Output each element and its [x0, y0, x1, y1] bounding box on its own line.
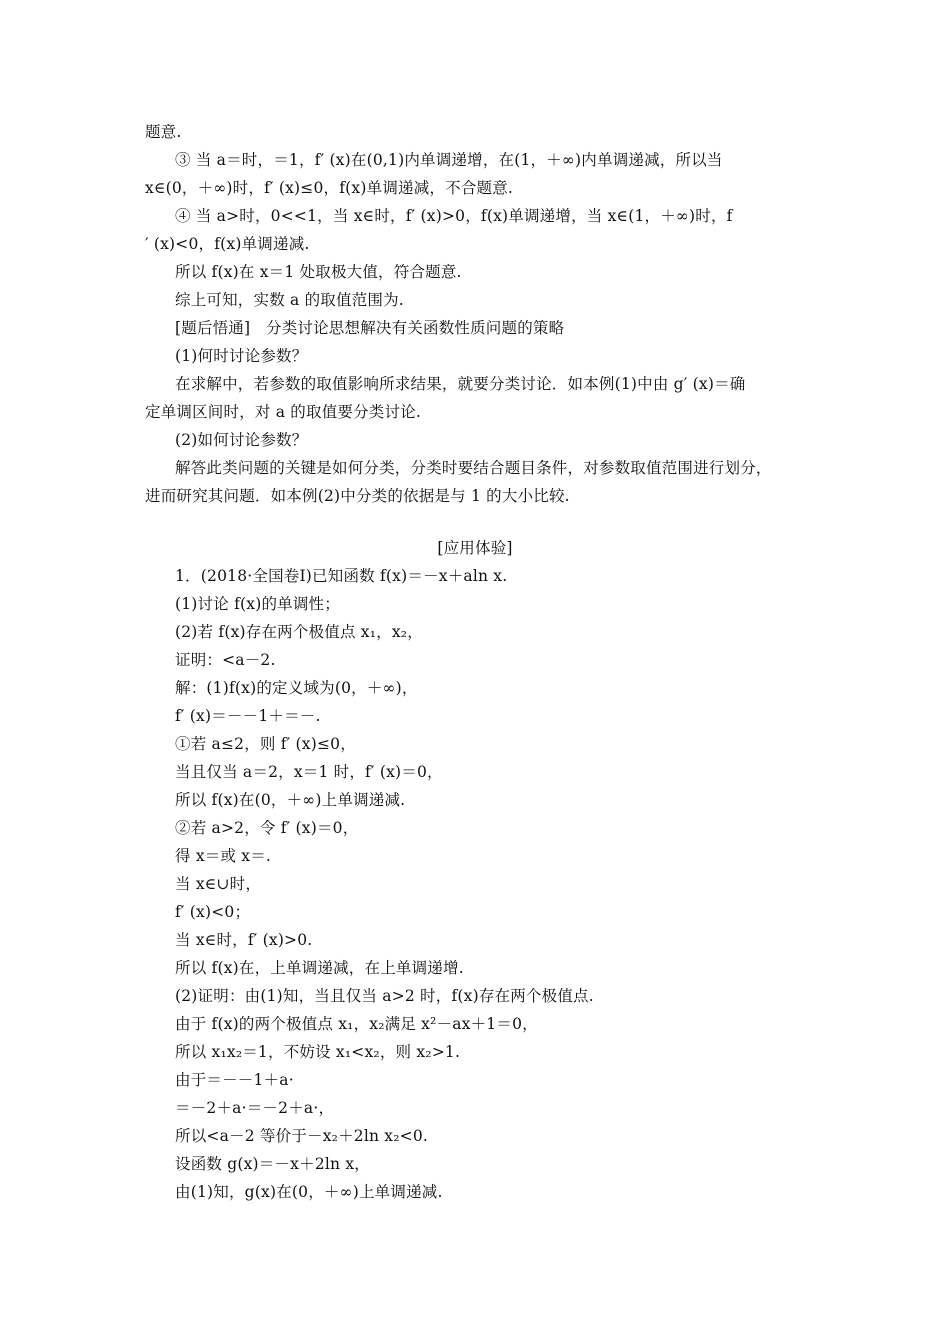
text-line: (2)证明：由(1)知，当且仅当 a>2 时，f(x)存在两个极值点.: [175, 987, 594, 1005]
text-line: 当 x∈∪时，: [175, 875, 262, 893]
text-line: 由于 f(x)的两个极值点 x₁，x₂满足 x²－ax＋1＝0，: [175, 1015, 538, 1033]
section-title: [应用体验]: [437, 539, 513, 557]
text-line: ＝－2＋a·＝－2＋a·，: [175, 1099, 335, 1117]
text-line: 1．(2018·全国卷Ⅰ)已知函数 f(x)＝－x＋aln x.: [175, 567, 508, 585]
text-line: f′ (x)＝－－1＋＝－.: [175, 707, 321, 725]
text-line: 定单调区间时，对 a 的取值要分类讨论.: [145, 403, 422, 421]
text-line: 当且仅当 a＝2，x＝1 时，f′ (x)＝0，: [175, 763, 443, 781]
text-line: ①若 a≤2，则 f′ (x)≤0，: [175, 735, 356, 753]
text-line: 在求解中，若参数的取值影响所求结果，就要分类讨论．如本例(1)中由 g′ (x)＝确: [175, 375, 746, 393]
text-line: 解：(1)f(x)的定义域为(0，＋∞)，: [175, 679, 418, 697]
text-line: 得 x＝或 x＝.: [175, 847, 272, 865]
text-line: (1)讨论 f(x)的单调性；: [175, 595, 340, 613]
text-line: 所以<a－2 等价于－x₂＋2ln x₂<0.: [175, 1127, 429, 1145]
text-line: ′ (x)<0，f(x)单调递减.: [145, 235, 310, 253]
text-line: 题意.: [145, 123, 182, 141]
text-line: f′ (x)<0；: [175, 903, 251, 921]
text-line: 所以 f(x)在 x＝1 处取极大值，符合题意.: [175, 263, 462, 281]
text-line: ③ 当 a＝时，＝1，f′ (x)在(0,1)内单调递增，在(1，＋∞)内单调递减，所以当: [175, 151, 723, 169]
text-line: (2)如何讨论参数？: [175, 431, 308, 449]
text-line: 由于＝－－1＋a·: [175, 1071, 294, 1089]
text-line: 综上可知，实数 a 的取值范围为.: [175, 291, 404, 309]
text-line: x∈(0，＋∞)时，f′ (x)≤0，f(x)单调递减，不合题意.: [145, 179, 514, 197]
text-line: ②若 a>2，令 f′ (x)＝0，: [175, 819, 359, 837]
text-line: 当 x∈时，f′ (x)>0.: [175, 931, 313, 949]
text-line: 设函数 g(x)＝－x＋2ln x，: [175, 1155, 370, 1173]
text-line: 进而研究其问题．如本例(2)中分类的依据是与 1 的大小比较.: [145, 487, 570, 505]
text-line: 所以 f(x)在，上单调递减，在上单调递增.: [175, 959, 464, 977]
text-line: 证明：<a－2.: [175, 651, 276, 669]
text-line: ④ 当 a>时，0<<1，当 x∈时，f′ (x)>0，f(x)单调递增，当 x∈(1，＋∞)时，f: [175, 207, 733, 225]
text-line: 由(1)知，g(x)在(0，＋∞)上单调递减.: [175, 1183, 443, 1201]
text-line: (1)何时讨论参数？: [175, 347, 308, 365]
text-line: 所以 f(x)在(0，＋∞)上单调递减.: [175, 791, 406, 809]
text-line: 解答此类问题的关键是如何分类，分类时要结合题目条件，对参数取值范围进行划分，: [175, 459, 772, 477]
text-line: [题后悟通] 分类讨论思想解决有关函数性质问题的策略: [175, 319, 565, 337]
text-line: 所以 x₁x₂＝1，不妨设 x₁<x₂，则 x₂>1.: [175, 1043, 461, 1061]
text-line: (2)若 f(x)存在两个极值点 x₁，x₂，: [175, 623, 423, 641]
